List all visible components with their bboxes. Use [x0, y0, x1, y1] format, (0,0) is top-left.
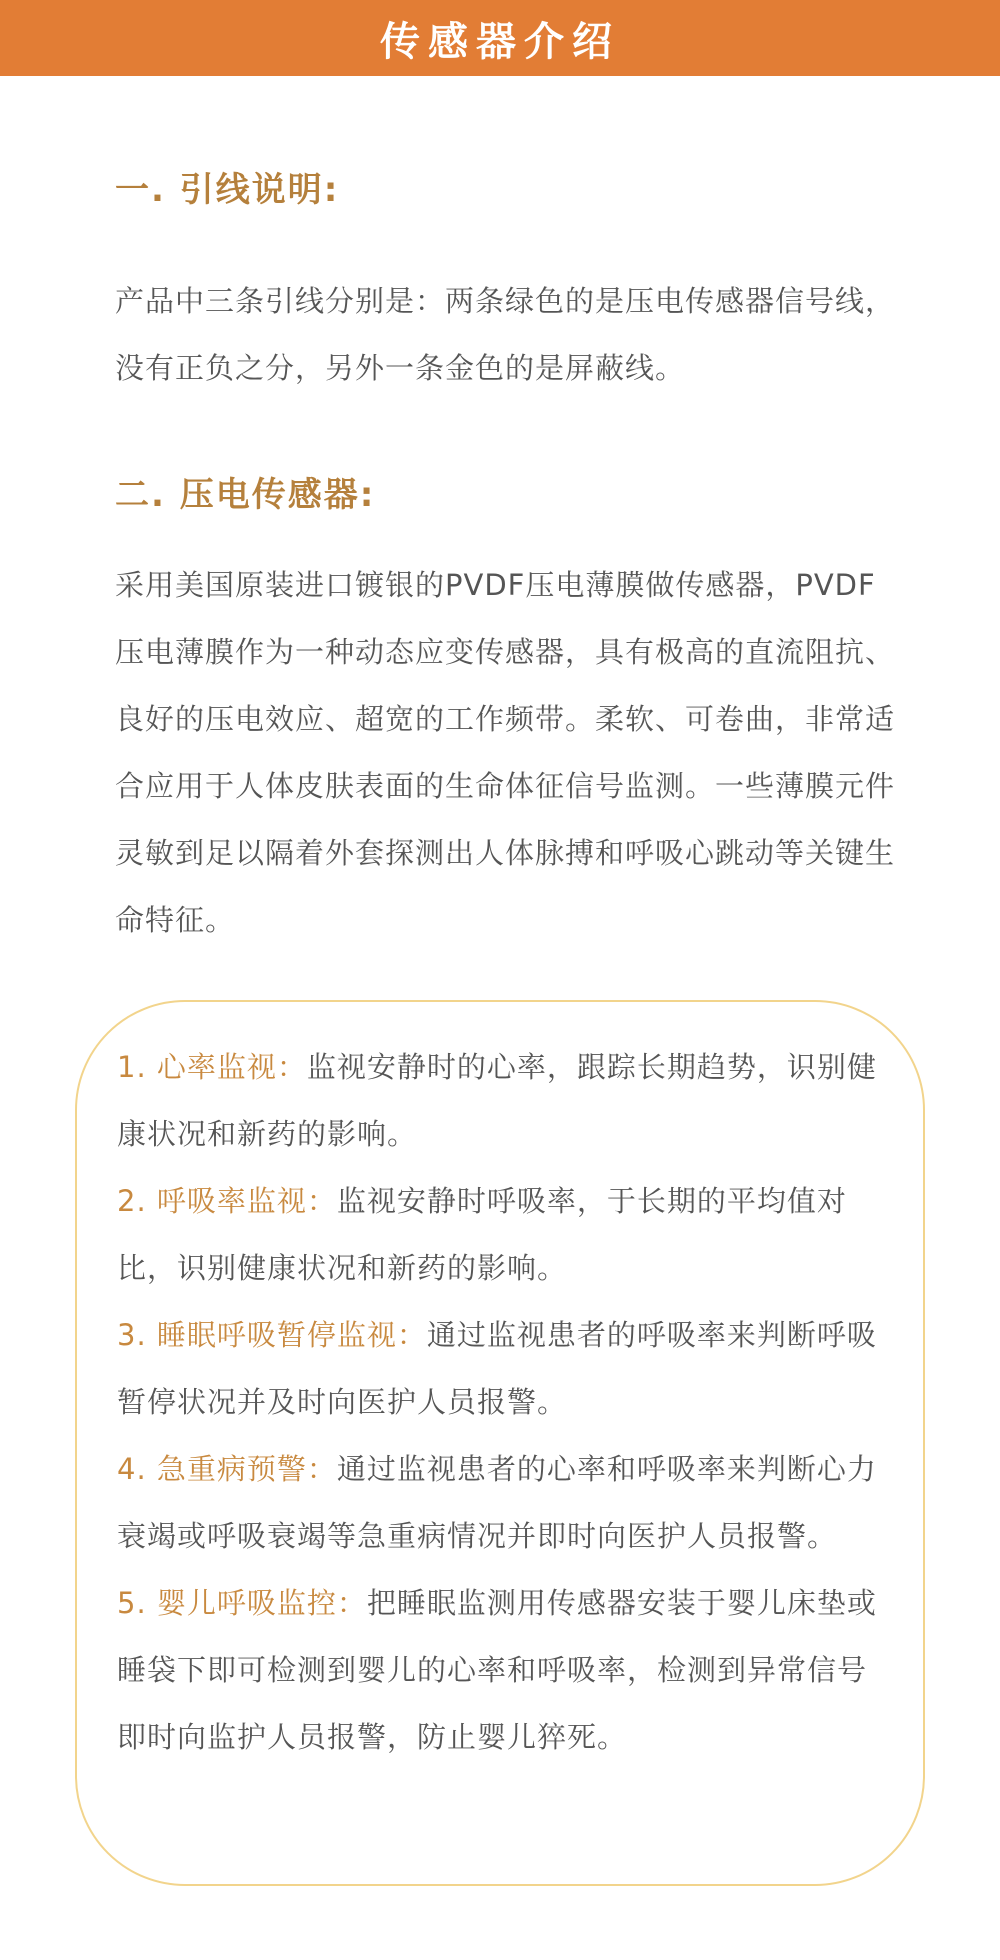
header-banner [0, 0, 1000, 76]
feature-text: 通过监视患者的心率和呼吸率来判断心力衰竭或呼吸衰竭等急重病情况并即时向医护人员报警。 [117, 1452, 877, 1553]
feature-item-sleep-apnea [117, 1302, 892, 1436]
feature-item-respiration-rate [117, 1168, 892, 1302]
feature-text: 监视安静时呼吸率，于长期的平均值对比，识别健康状况和新药的影响。 [117, 1184, 847, 1285]
page-title: 传感器介绍 [380, 18, 620, 65]
feature-label: 4. 急重病预警： [117, 1452, 337, 1486]
feature-text: 把睡眠监测用传感器安装于婴儿床垫或睡袋下即可检测到婴儿的心率和呼吸率，检测到异常信号即时向监护人员报警，防止婴儿猝死。 [117, 1586, 877, 1754]
feature-label: 2. 呼吸率监视： [117, 1184, 337, 1218]
feature-text: 通过监视患者的呼吸率来判断呼吸暂停状况并及时向医护人员报警。 [117, 1318, 877, 1419]
feature-label: 5. 婴儿呼吸监控： [117, 1586, 367, 1620]
feature-text: 监视安静时的心率，跟踪长期趋势，识别健康状况和新药的影响。 [117, 1050, 877, 1151]
features-list [117, 1034, 892, 1771]
section-body-piezo: 采用美国原装进口镀银的PVDF压电薄膜做传感器，PVDF压电薄膜作为一种动态应变传感器，具有极高的直流阻抗、良好的压电效应、超宽的工作频带。柔软、可卷曲，非常适合应用于人体皮肤表面的生命体征信号监测。一些薄膜元件灵敏到足以隔着外套探测出人体脉搏和呼吸心跳动等关键生命特征。 [115, 568, 896, 937]
feature-label: 1. 心率监视： [117, 1050, 307, 1084]
section-heading-piezo: 二. 压电传感器: [115, 475, 376, 515]
feature-label: 3. 睡眠呼吸暂停监视： [117, 1318, 427, 1352]
features-card [75, 1000, 925, 1886]
feature-item-critical-warning [117, 1436, 892, 1570]
feature-item-infant-monitor [117, 1570, 892, 1771]
section-heading-leads: 一. 引线说明: [115, 170, 340, 210]
section-body-leads: 产品中三条引线分别是：两条绿色的是压电传感器信号线，没有正负之分，另外一条金色的是屏蔽线。 [115, 284, 896, 385]
feature-item-heart-rate [117, 1034, 892, 1168]
